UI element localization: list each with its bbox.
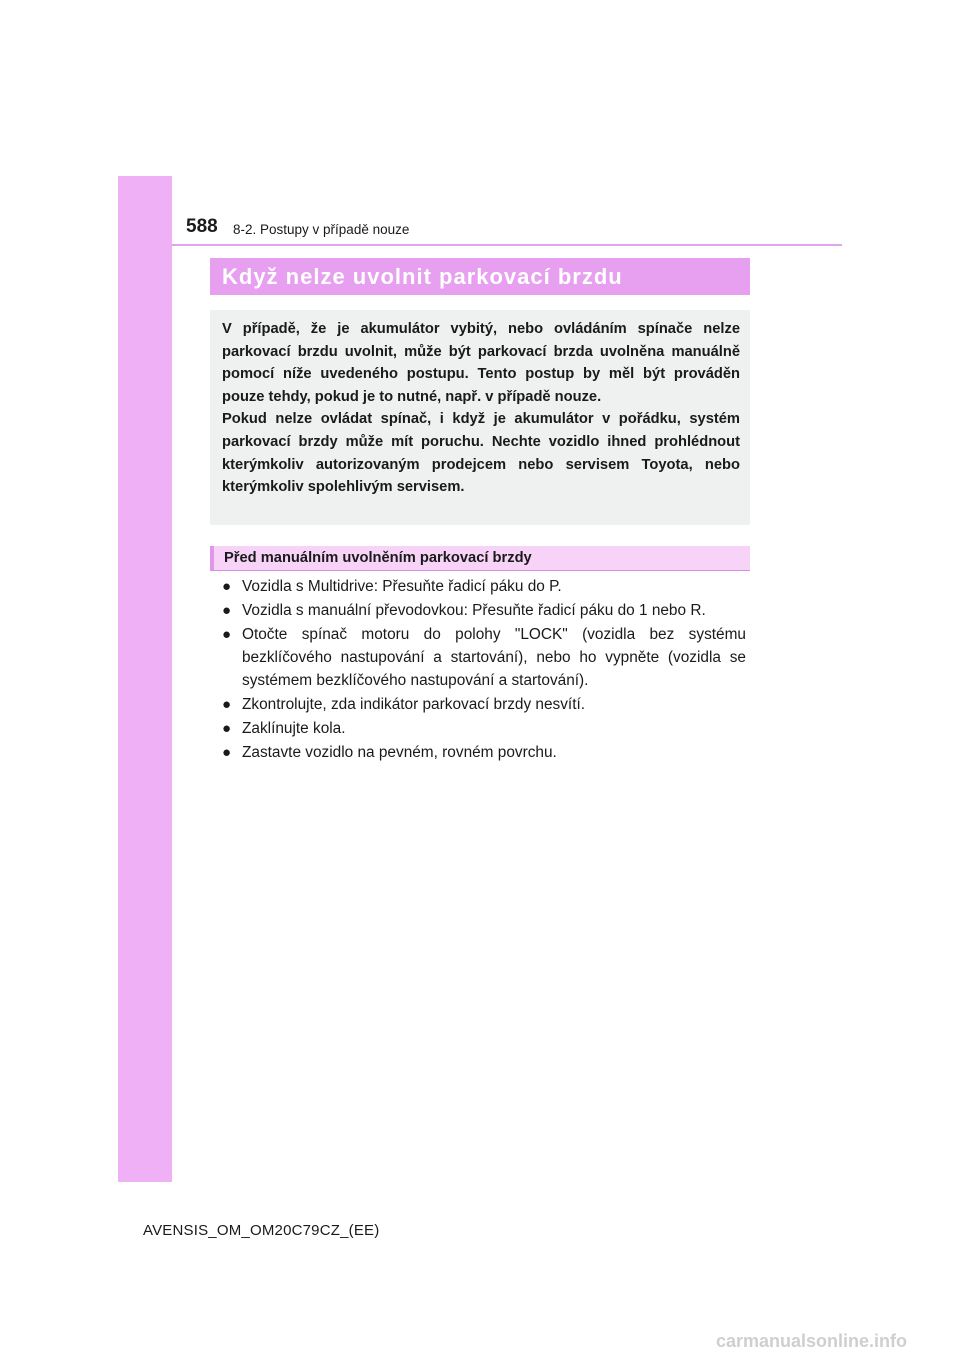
list-item-text: Zkontrolujte, zda indikátor parkovací brzdy nesvítí. [242,696,586,713]
notice-paragraph: V případě, že je akumulátor vybitý, nebo ovládáním spínače nelze parkovací brzdu uvolnit, může být parkovací brzda uvolněna manuálně pomocí níže uvedeného postupu. Tento postup by měl být prováděn pouze tehdy, pokud je to nutné, např. v případě nouze. [222,321,740,405]
list-item-text: Zastavte vozidlo na pevném, rovném povrchu. [242,744,557,761]
list-item-text: Otočte spínač motoru do polohy "LOCK" (vozidla bez systému bezklíčového nastupování a startování), nebo ho vypněte (vozidla se systémem bezklíčového nastupování a startování). [242,626,746,689]
bullet-icon: ● [222,744,232,761]
section-title: Když nelze uvolnit parkovací brzdu [210,258,750,295]
side-tab-strip [118,176,172,1182]
bullet-icon: ● [222,578,232,595]
subsection-title: Před manuálním uvolněním parkovací brzdy [210,546,750,571]
header-rule [172,244,842,246]
notice-paragraph: Pokud nelze ovládat spínač, i když je akumulátor v pořádku, systém parkovací brzdy může mít poruchu. Nechte vozidlo ihned prohlédnout kterýmkoliv autorizovaným prodejcem nebo servisem Toyota, nebo kterýmkoliv spolehlivým servisem. [222,411,740,496]
list-item [222,693,746,716]
bullet-icon: ● [222,626,232,643]
page-number: 588 [186,216,218,237]
bullet-icon: ● [222,602,232,619]
bullet-icon: ● [222,696,232,713]
list-item [222,575,746,598]
list-item [222,717,746,740]
list-item-text: Zaklínujte kola. [242,720,346,737]
running-head: 8-2. Postupy v případě nouze [233,222,410,237]
bullet-icon: ● [222,720,232,737]
notice-box [210,310,750,525]
bullet-list [222,575,746,765]
list-item [222,623,746,692]
list-item-text: Vozidla s Multidrive: Přesuňte řadicí páku do P. [242,578,562,595]
footer-code: AVENSIS_OM_OM20C79CZ_(EE) [143,1222,380,1239]
list-item [222,741,746,764]
watermark: carmanualsonline.info [716,1331,908,1351]
list-item [222,599,746,622]
list-item-text: Vozidla s manuální převodovkou: Přesuňte řadicí páku do 1 nebo R. [242,602,706,619]
